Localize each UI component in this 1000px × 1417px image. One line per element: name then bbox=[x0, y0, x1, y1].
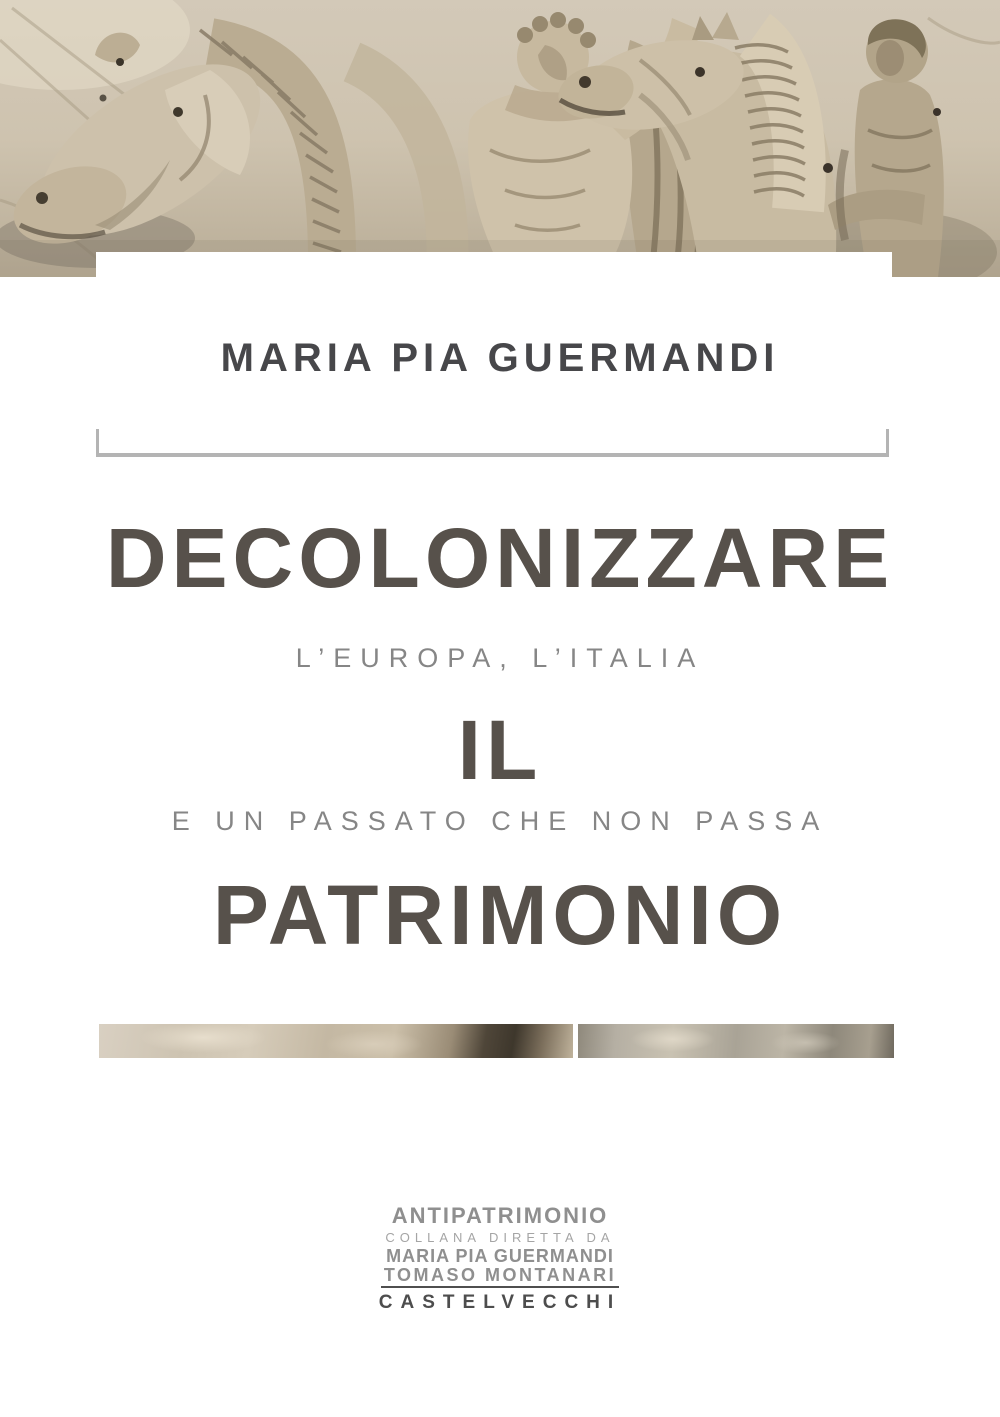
title-word-patrimonio: PATRIMONIO bbox=[212, 868, 788, 962]
publisher-rule bbox=[381, 1286, 619, 1288]
parthenon-frieze-illustration bbox=[0, 0, 1000, 277]
publisher-logo: CASTELVECCHI bbox=[378, 1292, 622, 1313]
bracket-rule bbox=[96, 429, 889, 457]
title-word-decolonizzare: DECOLONIZZARE bbox=[105, 511, 895, 605]
author-name: MARIA PIA GUERMANDI bbox=[220, 336, 780, 380]
subtitle-line-1: L’EUROPA, L’ITALIA bbox=[295, 643, 705, 673]
subtitle-line-2: E UN PASSATO CHE NON PASSA bbox=[171, 806, 829, 836]
title-word-il: IL bbox=[457, 703, 543, 797]
frieze-strip-right-segment bbox=[578, 1024, 894, 1058]
frieze-strip-left-segment bbox=[99, 1024, 573, 1058]
series-editor-1: MARIA PIA GUERMANDI bbox=[386, 1246, 614, 1266]
photo-bottom-notch bbox=[96, 252, 892, 278]
series-name: ANTIPATRIMONIO bbox=[391, 1203, 609, 1228]
series-editor-2: TOMASO MONTANARI bbox=[383, 1265, 617, 1285]
series-tagline: COLLANA DIRETTA DA bbox=[385, 1230, 615, 1245]
parthenon-frieze-photo bbox=[0, 0, 1000, 277]
parthenon-frieze-strip bbox=[99, 1024, 894, 1058]
